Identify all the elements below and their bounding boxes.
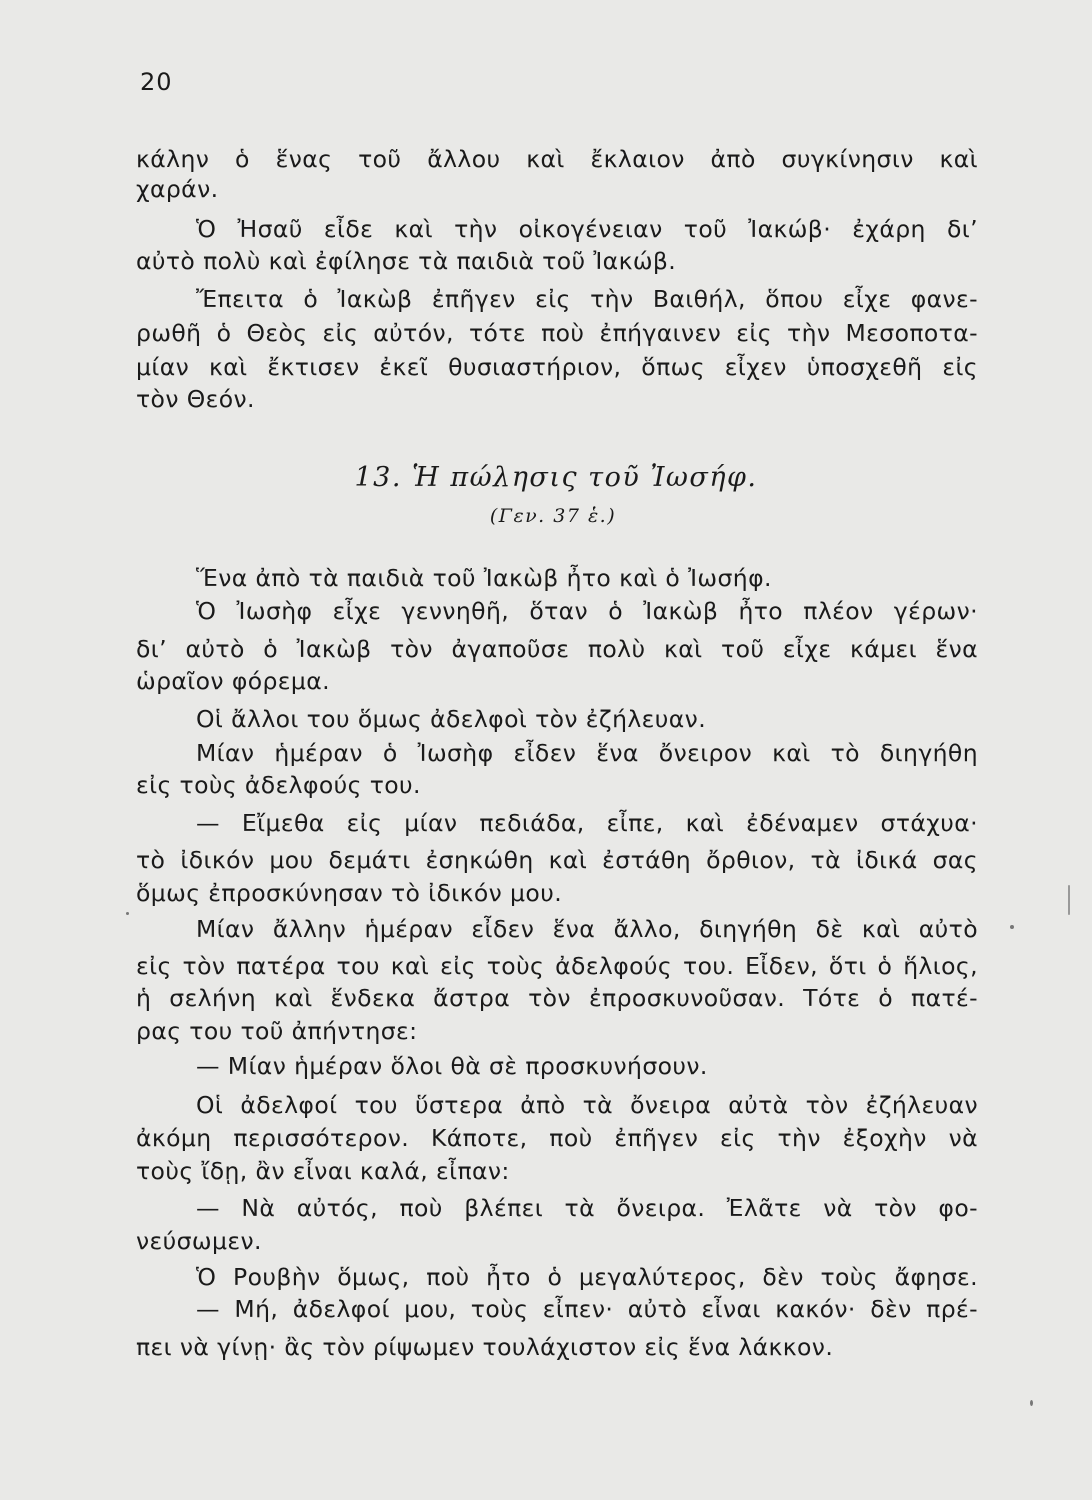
text-line: χαράν. [136, 175, 219, 203]
text-line: Ὁ Ἰωσὴφ εἶχε γεννηθῆ, ὅταν ὁ Ἰακὼβ ἦτο πλέον γέρων· [196, 597, 978, 625]
text-line: ρας του τοῦ ἀπήντησε: [136, 1017, 418, 1045]
text-line: μίαν καὶ ἔκτισεν ἐκεῖ θυσιαστήριον, ὅπως εἶχεν ὑποσχεθῆ εἰς [136, 353, 978, 381]
text-line: Οἱ ἄλλοι του ὅμως ἀδελφοὶ τὸν ἐζήλευαν. [196, 705, 707, 733]
text-line: εἰς τὸν πατέρα του καὶ εἰς τοὺς ἀδελφούς του. Εἶδεν, ὅτι ὁ ἥλιος, [136, 952, 978, 980]
text-line: Οἱ ἀδελφοί του ὕστερα ἀπὸ τὰ ὄνειρα αὐτὰ τὸν ἐζήλευαν [196, 1091, 978, 1119]
text-line: τὸ ἰδικόν μου δεμάτι ἐσηκώθη καὶ ἐστάθη ὄρθιον, τὰ ἰδικά σας [136, 846, 978, 874]
scan-speck [1010, 925, 1014, 929]
text-line: αὐτὸ πολὺ καὶ ἐφίλησε τὰ παιδιὰ τοῦ Ἰακώβ. [136, 247, 677, 275]
text-line: Ἕνα ἀπὸ τὰ παιδιὰ τοῦ Ἰακὼβ ἦτο καὶ ὁ Ἰωσήφ. [196, 564, 772, 592]
text-line: δι’ αὐτὸ ὁ Ἰακὼβ τὸν ἀγαποῦσε πολὺ καὶ τοῦ εἶχε κάμει ἕνα [136, 635, 978, 663]
text-line: Ὁ Ρουβὴν ὅμως, ποὺ ἦτο ὁ μεγαλύτερος, δὲν τοὺς ἄφησε. [196, 1263, 978, 1291]
text-line: τοὺς ἴδῃ, ἂν εἶναι καλά, εἶπαν: [136, 1157, 510, 1185]
scan-speck [1068, 885, 1070, 915]
text-line: ρωθῆ ὁ Θεὸς εἰς αὐτόν, τότε ποὺ ἐπήγαινεν εἰς τὴν Μεσοποτα- [136, 319, 978, 347]
text-line: ἀκόμη περισσότερον. Κάποτε, ποὺ ἐπῆγεν εἰς τὴν ἐξοχὴν νὰ [136, 1124, 978, 1152]
text-line: ὅμως ἐπροσκύνησαν τὸ ἰδικόν μου. [136, 879, 563, 907]
text-line: πει νὰ γίνῃ· ἂς τὸν ρίψωμεν τουλάχιστον εἰς ἕνα λάκκον. [136, 1333, 834, 1361]
text-line: — Μή, ἀδελφοί μου, τοὺς εἶπεν· αὐτὸ εἶναι κακόν· δὲν πρέ- [196, 1295, 978, 1323]
scan-speck [1030, 1400, 1033, 1406]
text-line: τὸν Θεόν. [136, 385, 255, 413]
text-line: Μίαν ἡμέραν ὁ Ἰωσὴφ εἶδεν ἕνα ὄνειρον καὶ τὸ διηγήθη [196, 739, 978, 767]
scan-speck [126, 912, 129, 915]
section-title: 13. Ἡ πώλησις τοῦ Ἰωσήφ. [354, 462, 758, 493]
text-line: νεύσωμεν. [136, 1227, 262, 1255]
section-reference: (Γεν. 37 ἑ.) [489, 505, 617, 527]
text-line: ὡραῖον φόρεμα. [136, 667, 331, 695]
text-line: — Νὰ αὐτός, ποὺ βλέπει τὰ ὄνειρα. Ἐλᾶτε νὰ τὸν φο- [196, 1194, 978, 1222]
text-line: Μίαν ἄλλην ἡμέραν εἶδεν ἕνα ἄλλο, διηγήθη δὲ καὶ αὐτὸ [196, 915, 978, 943]
page-number: 20 [140, 68, 173, 96]
text-line: εἰς τοὺς ἀδελφούς του. [136, 771, 421, 799]
text-line: κάλην ὁ ἕνας τοῦ ἄλλου καὶ ἔκλαιον ἀπὸ συγκίνησιν καὶ [136, 145, 978, 173]
text-line: Ἔπειτα ὁ Ἰακὼβ ἐπῆγεν εἰς τὴν Βαιθήλ, ὅπου εἶχε φανε- [196, 285, 978, 313]
text-line: Ὁ Ἠσαῦ εἶδε καὶ τὴν οἰκογένειαν τοῦ Ἰακώβ· ἐχάρη δι’ [196, 215, 978, 243]
text-line: — Μίαν ἡμέραν ὅλοι θὰ σὲ προσκυνήσουν. [196, 1052, 708, 1080]
text-line: — Εἴμεθα εἰς μίαν πεδιάδα, εἶπε, καὶ ἐδέναμεν στάχυα· [196, 809, 978, 837]
text-line: ἡ σελήνη καὶ ἕνδεκα ἄστρα τὸν ἐπροσκυνοῦσαν. Τότε ὁ πατέ- [136, 984, 978, 1012]
